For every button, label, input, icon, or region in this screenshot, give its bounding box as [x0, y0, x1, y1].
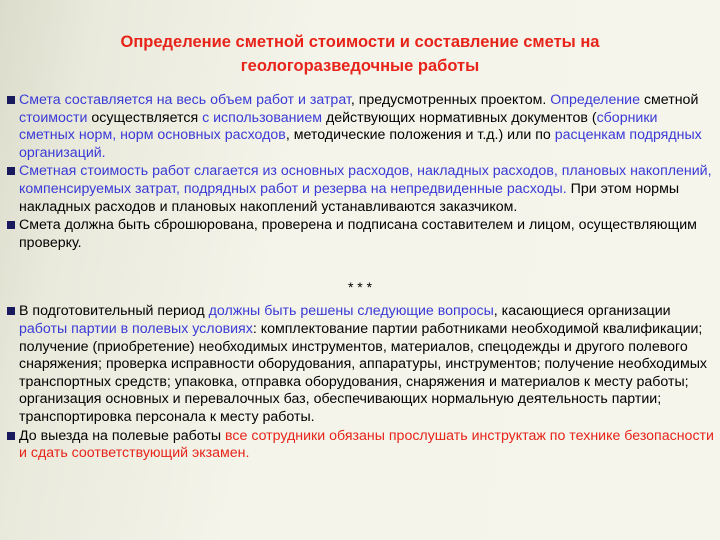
text-segment: , касающиеся организации: [493, 303, 671, 320]
square-bullet-icon: [7, 167, 15, 175]
title-line-1: Определение сметной стоимости и составление сметы на: [120, 33, 600, 51]
bullet-item: [6, 428, 714, 463]
text-segment: действующих нормативных документов (: [322, 109, 597, 126]
text-segment: В подготовительный период: [19, 303, 209, 320]
text-segment: : комплектование партии работниками необходимой квалификации; получение (приобретение) необходимых инструментов, материалов, спецодежды и другого полевого снаряжения; проверка исправности оборудования, аппаратуры, инструментов; получение необходимых транспортных средств; упаковка, отправка оборудования, снаряжения и материалов к месту работы; организация основных и перевалочных баз, обеспечивающих нормальную деятельность партии; транспортировка персонала к месту работы.: [19, 320, 708, 425]
bullet-group-1: [6, 92, 714, 252]
text-segment: Смета должна быть сброшюрована, проверена и подписана составителем и лицом, осуществляющим проверку.: [19, 217, 697, 251]
bullet-item: [6, 163, 714, 216]
slide-content: [6, 92, 714, 463]
text-segment: , предусмотренных проектом.: [350, 92, 551, 108]
highlighted-text: Определение: [550, 92, 641, 108]
text-segment: При этом нормы накладных расходов и плановых накоплений устанавливаются заказчиком.: [19, 180, 680, 215]
bullet-item: [6, 92, 714, 162]
square-bullet-icon: [7, 307, 15, 315]
highlighted-text: расценкам подрядных организаций.: [19, 127, 702, 161]
text-segment: , методические положения и т.д.) или по: [285, 127, 555, 144]
highlighted-text: Сметная стоимость работ слагается из основных расходов, накладных расходов, плановых накоплений, компенсируемых затрат, подрядных работ и резерва на непредвиденные расходы.: [19, 163, 712, 197]
highlighted-text: должны быть решены следующие вопросы: [208, 303, 494, 320]
text-segment: До выезда на полевые работы: [19, 427, 226, 444]
text-segment: осуществляется: [87, 109, 203, 126]
square-bullet-icon: [7, 96, 15, 104]
text-segment: сметной: [640, 92, 699, 108]
bullet-group-2: [6, 303, 714, 462]
highlighted-text: все сотрудники обязаны прослушать инструктаж по технике безопасности и сдать соответствующий экзамен.: [19, 427, 714, 462]
bullet-item: [6, 217, 714, 252]
title-line-2: геологоразведочные работы: [240, 57, 480, 75]
highlighted-text: сборники сметных норм, норм основных расходов: [19, 109, 658, 144]
highlighted-text: работы партии в полевых условиях: [19, 320, 253, 337]
highlighted-text: стоимости: [19, 109, 88, 126]
square-bullet-icon: [7, 432, 15, 440]
separator: * * *: [347, 279, 373, 296]
square-bullet-icon: [7, 221, 15, 229]
slide-title: [60, 30, 660, 78]
highlighted-text: с использованием: [202, 109, 322, 126]
highlighted-text: Смета составляется на весь объем работ и затрат: [19, 92, 351, 108]
bullet-item: [6, 303, 714, 426]
